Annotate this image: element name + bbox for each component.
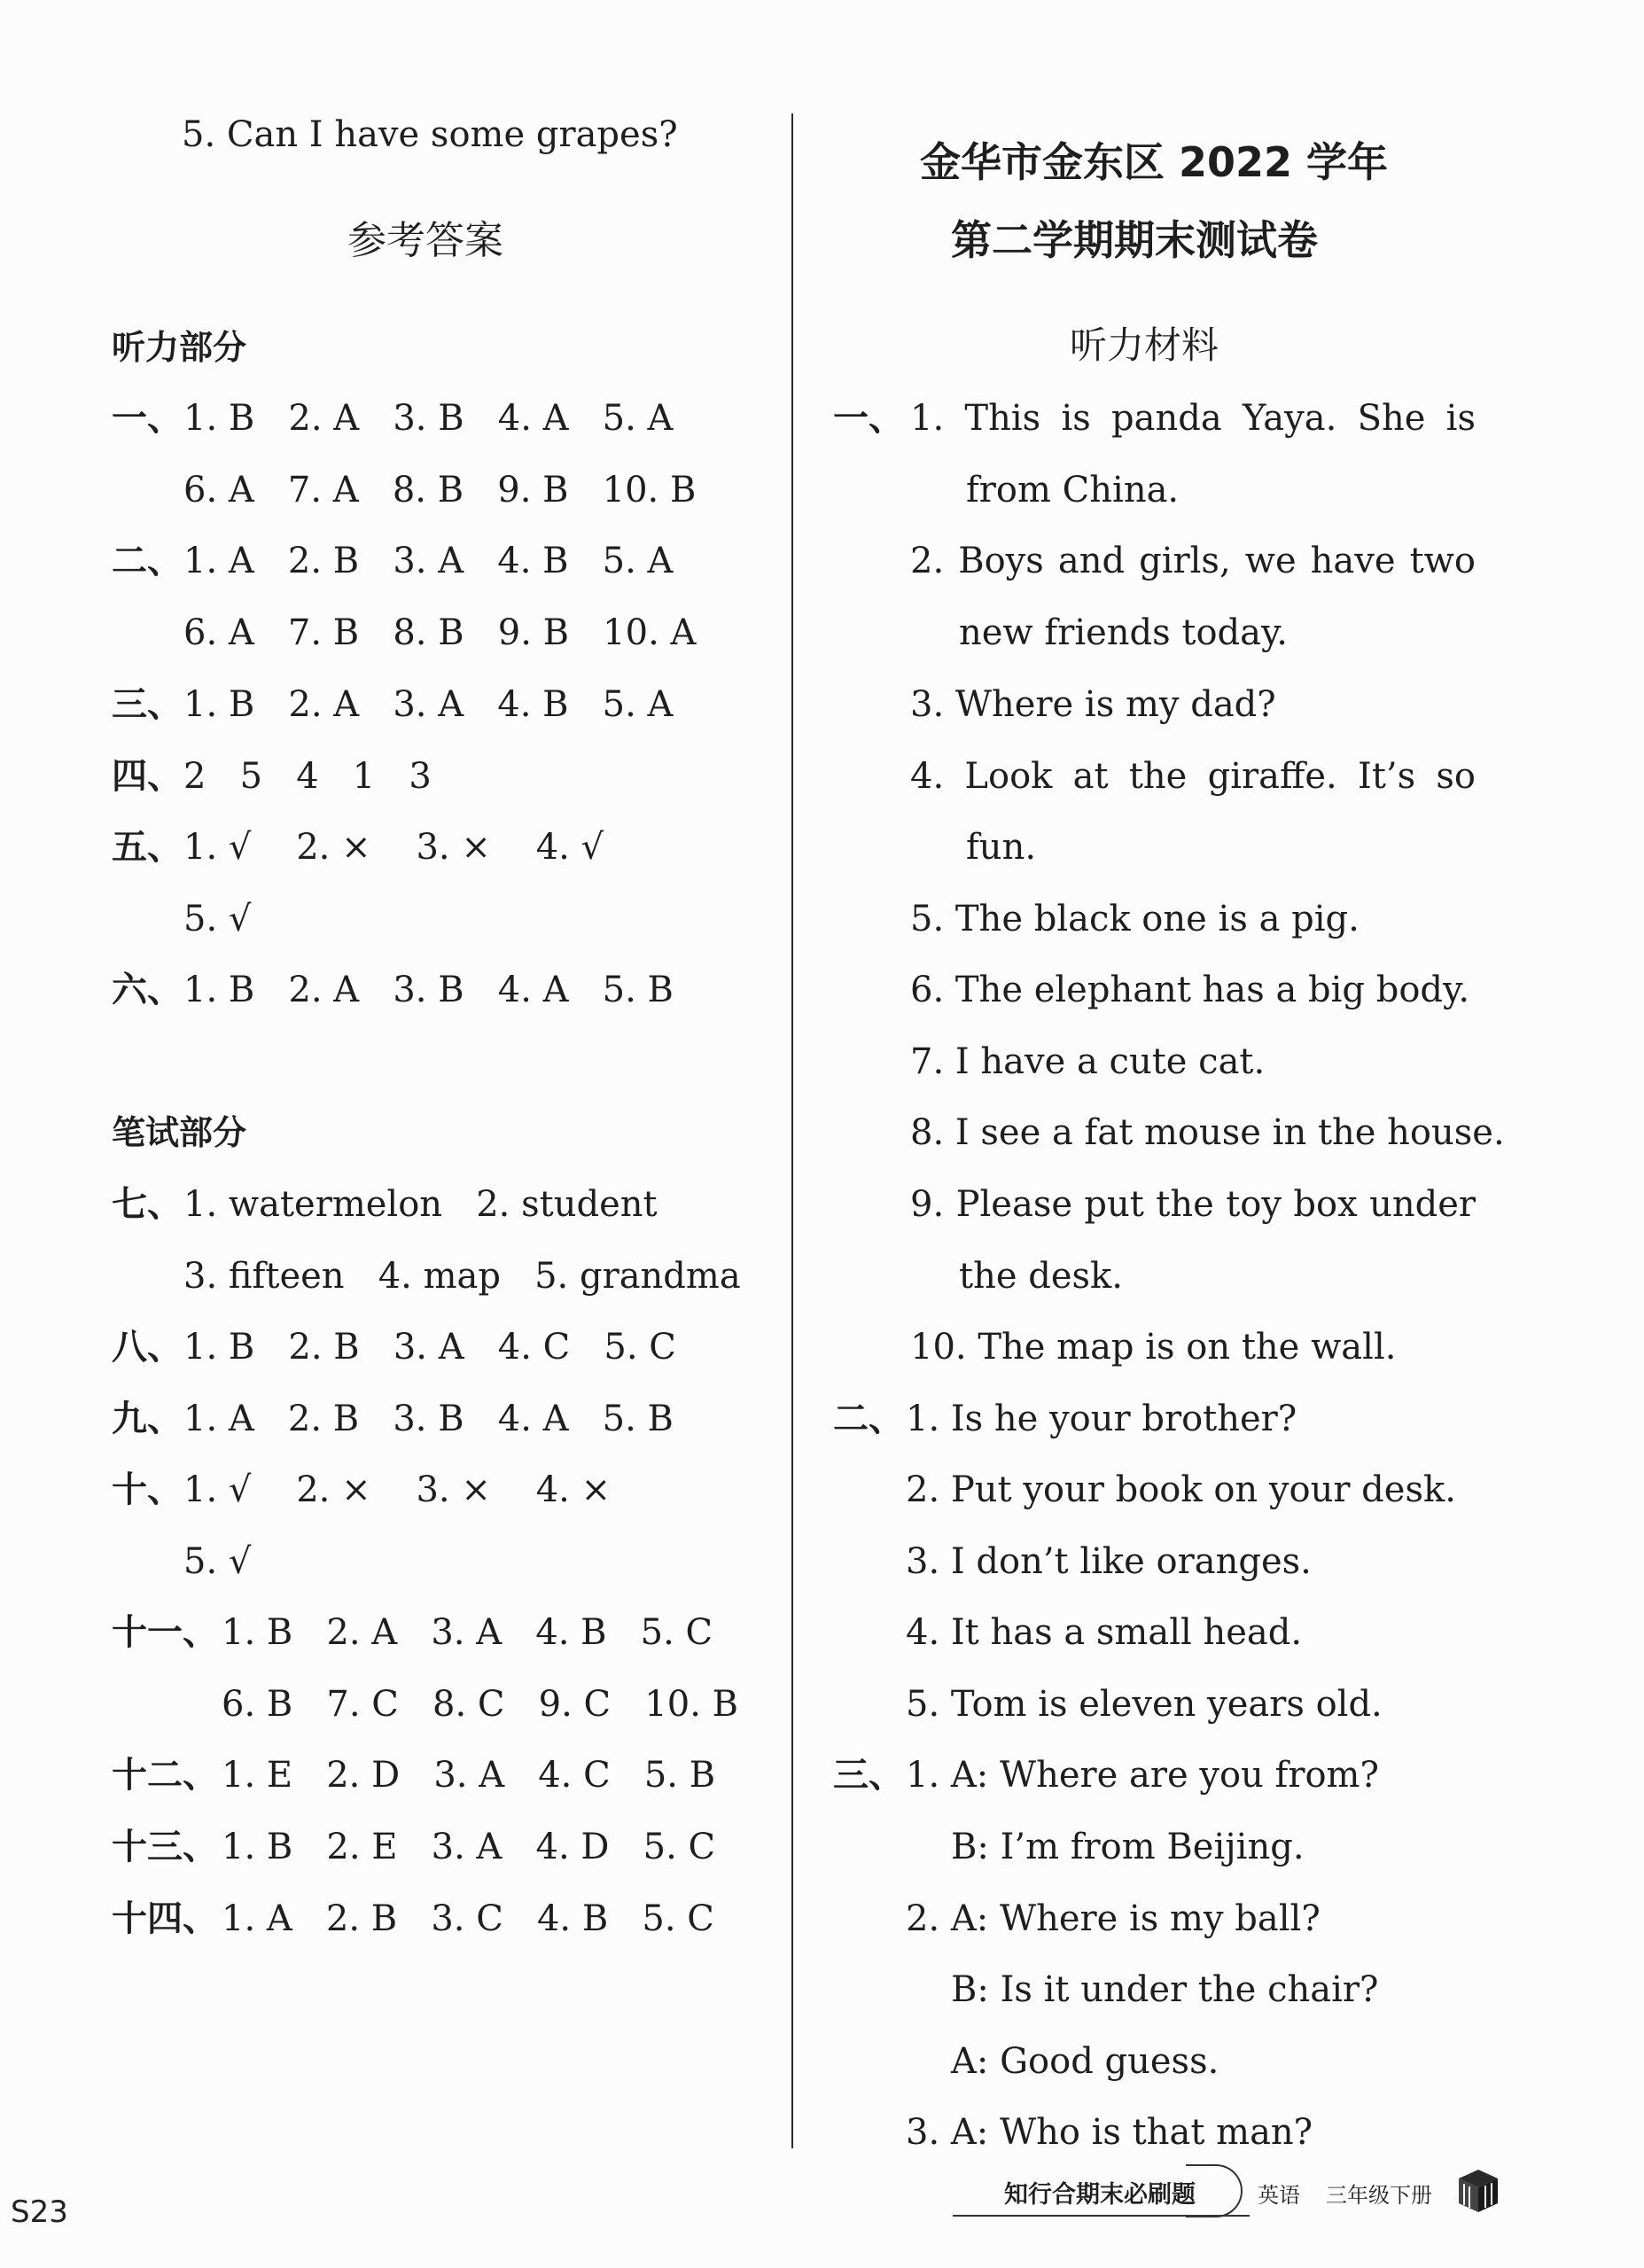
question-label: 十二、 [112,1755,218,1796]
script-line: the desk. [959,1256,1123,1297]
answer-row: 1. E 2. D 3. A 4. C 5. B [222,1755,716,1796]
script-line: 8. I see a fat mouse in the house. [910,1112,1505,1153]
answer-row: 1. watermelon 2. student [183,1184,658,1225]
answer-row: 1. A 2. B 3. C 4. B 5. C [222,1898,714,1939]
script-line: 1. A: Where are you from? [906,1755,1379,1796]
listening-material-heading: 听力材料 [1070,323,1219,367]
answer-key-title: 参考答案 [347,218,503,263]
footer-book-title: 知行合期末必刷题 [1004,2181,1196,2209]
script-line: 5. The black one is a pig. [910,899,1360,939]
exam-title-line-2: 第二学期期末测试卷 [951,216,1318,264]
script-line: 6. The elephant has a big body. [910,970,1470,1010]
script-line: 2. A: Where is my ball? [906,1898,1321,1939]
question-label: 三、 [112,684,183,725]
answer-row: 5. √ [183,899,252,939]
question-label: 三、 [833,1755,904,1796]
answer-row: 6. A 7. B 8. B 9. B 10. A [183,612,697,653]
answer-row: 6. A 7. A 8. B 9. B 10. B [183,470,697,510]
question-label: 十三、 [112,1827,218,1867]
script-line: 2. Put your book on your desk. [906,1469,1456,1510]
question-label: 七、 [112,1184,183,1225]
footer-arc [1186,2164,1243,2217]
footer-subject: 英语 [1258,2183,1300,2208]
question-label: 六、 [112,970,183,1010]
script-line: B: I’m from Beijing. [951,1827,1305,1867]
script-line: 4. Look at the giraffe. It’s so [910,756,1476,797]
script-line: 3. Where is my dad? [910,684,1276,725]
answer-row: 1. A 2. B 3. A 4. B 5. A [183,541,674,581]
footer-grade: 三年级下册 [1326,2183,1432,2208]
question-label: 四、 [112,756,183,797]
script-line: new friends today. [959,612,1288,653]
column-divider [791,113,793,2148]
previous-page-line: 5. Can I have some grapes? [182,114,678,155]
answer-row: 2 5 4 1 3 [183,756,432,797]
answer-row: 1. B 2. A 3. B 4. A 5. A [183,398,674,439]
answer-row: 1. B 2. B 3. A 4. C 5. C [183,1327,676,1368]
script-line: 7. I have a cute cat. [910,1041,1266,1082]
question-label: 二、 [833,1399,904,1439]
script-line: 9. Please put the toy box under [910,1184,1476,1225]
script-line: fun. [966,827,1037,868]
script-line: 1. This is panda Yaya. She is [910,398,1476,439]
script-line: B: Is it under the chair? [951,1969,1379,2010]
script-line: 3. I don’t like oranges. [906,1541,1312,1582]
answer-row: 1. √ 2. × 3. × 4. √ [183,827,604,868]
answer-row: 1. B 2. A 3. A 4. B 5. C [222,1612,713,1653]
script-line: 10. The map is on the wall. [910,1327,1397,1368]
answer-row: 1. B 2. A 3. A 4. B 5. A [183,684,674,725]
script-line: 5. Tom is eleven years old. [906,1684,1383,1725]
page-number: S23 [11,2194,68,2230]
writing-section-heading: 笔试部分 [112,1113,247,1152]
question-label: 十一、 [112,1612,218,1653]
question-label: 八、 [112,1327,183,1368]
answer-row: 1. B 2. A 3. B 4. A 5. B [183,970,674,1010]
script-line: 4. It has a small head. [906,1612,1303,1653]
question-label: 十、 [112,1469,183,1510]
question-label: 五、 [112,827,183,868]
answer-row: 5. √ [183,1541,252,1582]
book-stack-icon [1453,2166,1503,2216]
script-line: 2. Boys and girls, we have two [910,541,1476,581]
script-line: A: Good guess. [951,2041,1219,2082]
script-line: 3. A: Who is that man? [906,2112,1313,2153]
answer-row: 1. √ 2. × 3. × 4. × [183,1469,612,1510]
answer-row: 6. B 7. C 8. C 9. C 10. B [222,1684,739,1725]
question-label: 十四、 [112,1898,218,1939]
answer-row: 3. fifteen 4. map 5. grandma [183,1256,741,1297]
script-line: from China. [966,470,1180,510]
question-label: 九、 [112,1399,183,1439]
answer-row: 1. A 2. B 3. B 4. A 5. B [183,1399,674,1439]
script-line: 1. Is he your brother? [906,1399,1297,1439]
exam-title-line-1: 金华市金东区 2022 学年 [920,138,1389,186]
question-label: 一、 [833,398,904,439]
answer-row: 1. B 2. E 3. A 4. D 5. C [222,1827,716,1867]
question-label: 二、 [112,541,183,581]
listening-section-heading: 听力部分 [112,328,247,367]
question-label: 一、 [112,398,183,439]
